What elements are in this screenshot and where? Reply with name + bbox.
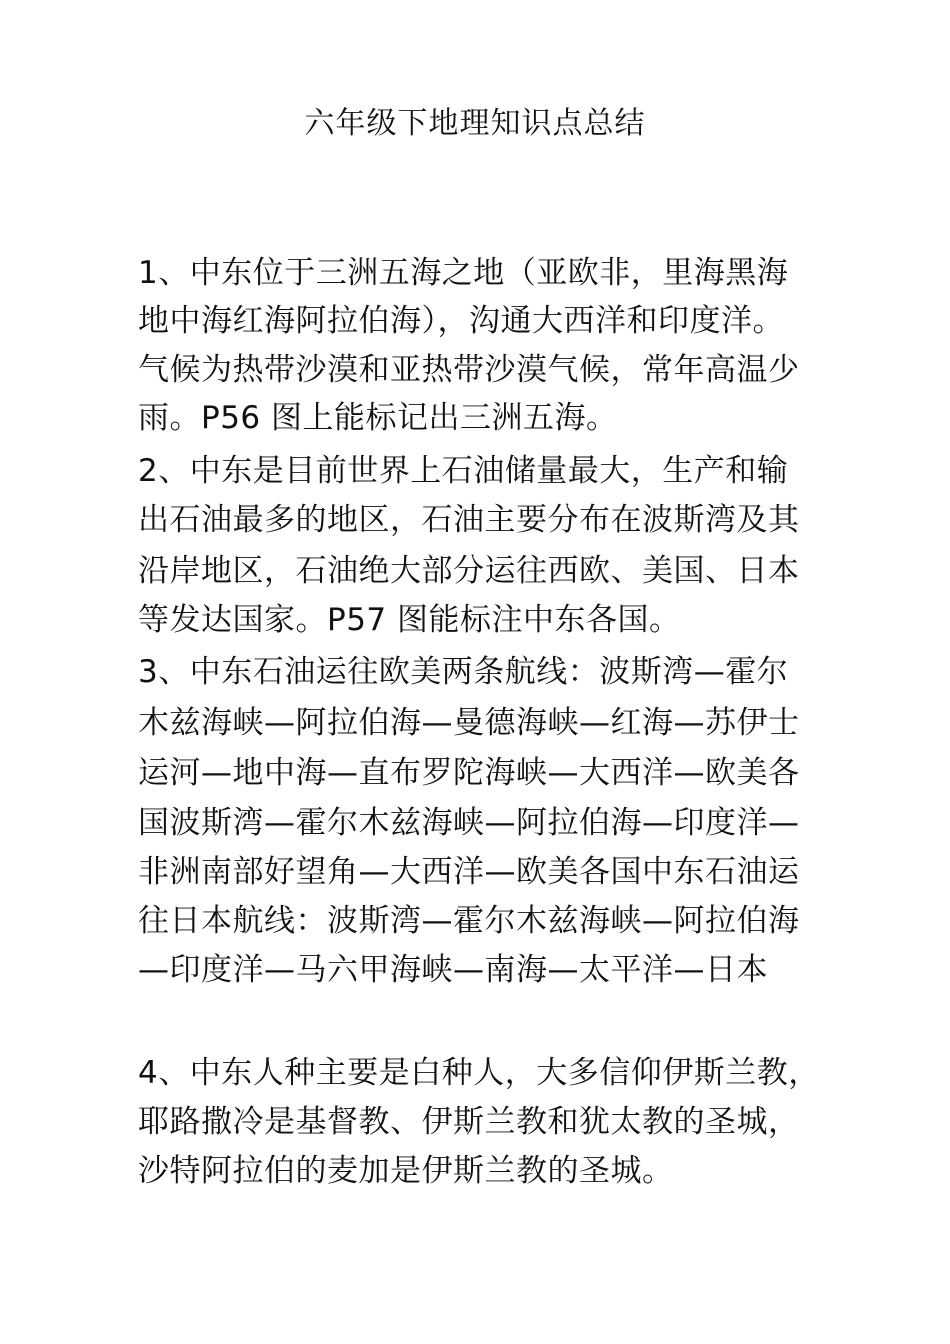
text-line-8: 等发达国家。P57 图能标注中东各国。 [138, 602, 681, 638]
text-line-9: 3、中东石油运往欧美两条航线：波斯湾—霍尔 [138, 654, 789, 690]
text-line-5: 2、中东是目前世界上石油储量最大，生产和输 [138, 453, 789, 489]
text-line-10: 木兹海峡—阿拉伯海—曼德海峡—红海—苏伊士 [138, 705, 800, 741]
text-line-6: 出石油最多的地区，石油主要分布在波斯湾及其 [138, 502, 800, 538]
text-line-3: 气候为热带沙漠和亚热带沙漠气候，常年高温少 [138, 352, 800, 388]
document-title: 六年级下地理知识点总结 [304, 106, 646, 141]
text-line-1: 1、中东位于三洲五海之地（亚欧非，里海黑海 [138, 255, 789, 291]
text-line-14: 往日本航线：波斯湾—霍尔木兹海峡—阿拉伯海 [138, 903, 800, 939]
text-line-18: 沙特阿拉伯的麦加是伊斯兰教的圣城。 [138, 1153, 674, 1189]
text-line-12: 国波斯湾—霍尔木兹海峡—阿拉伯海—印度洋— [138, 805, 800, 841]
text-line-13: 非洲南部好望角—大西洋—欧美各国中东石油运 [138, 854, 800, 890]
text-line-17: 耶路撒冷是基督教、伊斯兰教和犹太教的圣城， [138, 1104, 800, 1140]
text-line-15: —印度洋—马六甲海峡—南海—太平洋—日本 [138, 952, 768, 988]
text-line-4: 雨。P56 图上能标记出三洲五海。 [138, 400, 618, 436]
text-line-11: 运河—地中海—直布罗陀海峡—大西洋—欧美各 [138, 755, 800, 791]
text-line-16: 4、中东人种主要是白种人，大多信仰伊斯兰教， [138, 1055, 820, 1091]
text-line-2: 地中海红海阿拉伯海），沟通大西洋和印度洋。 [138, 303, 784, 339]
text-line-7: 沿岸地区，石油绝大部分运往西欧、美国、日本 [138, 553, 800, 589]
